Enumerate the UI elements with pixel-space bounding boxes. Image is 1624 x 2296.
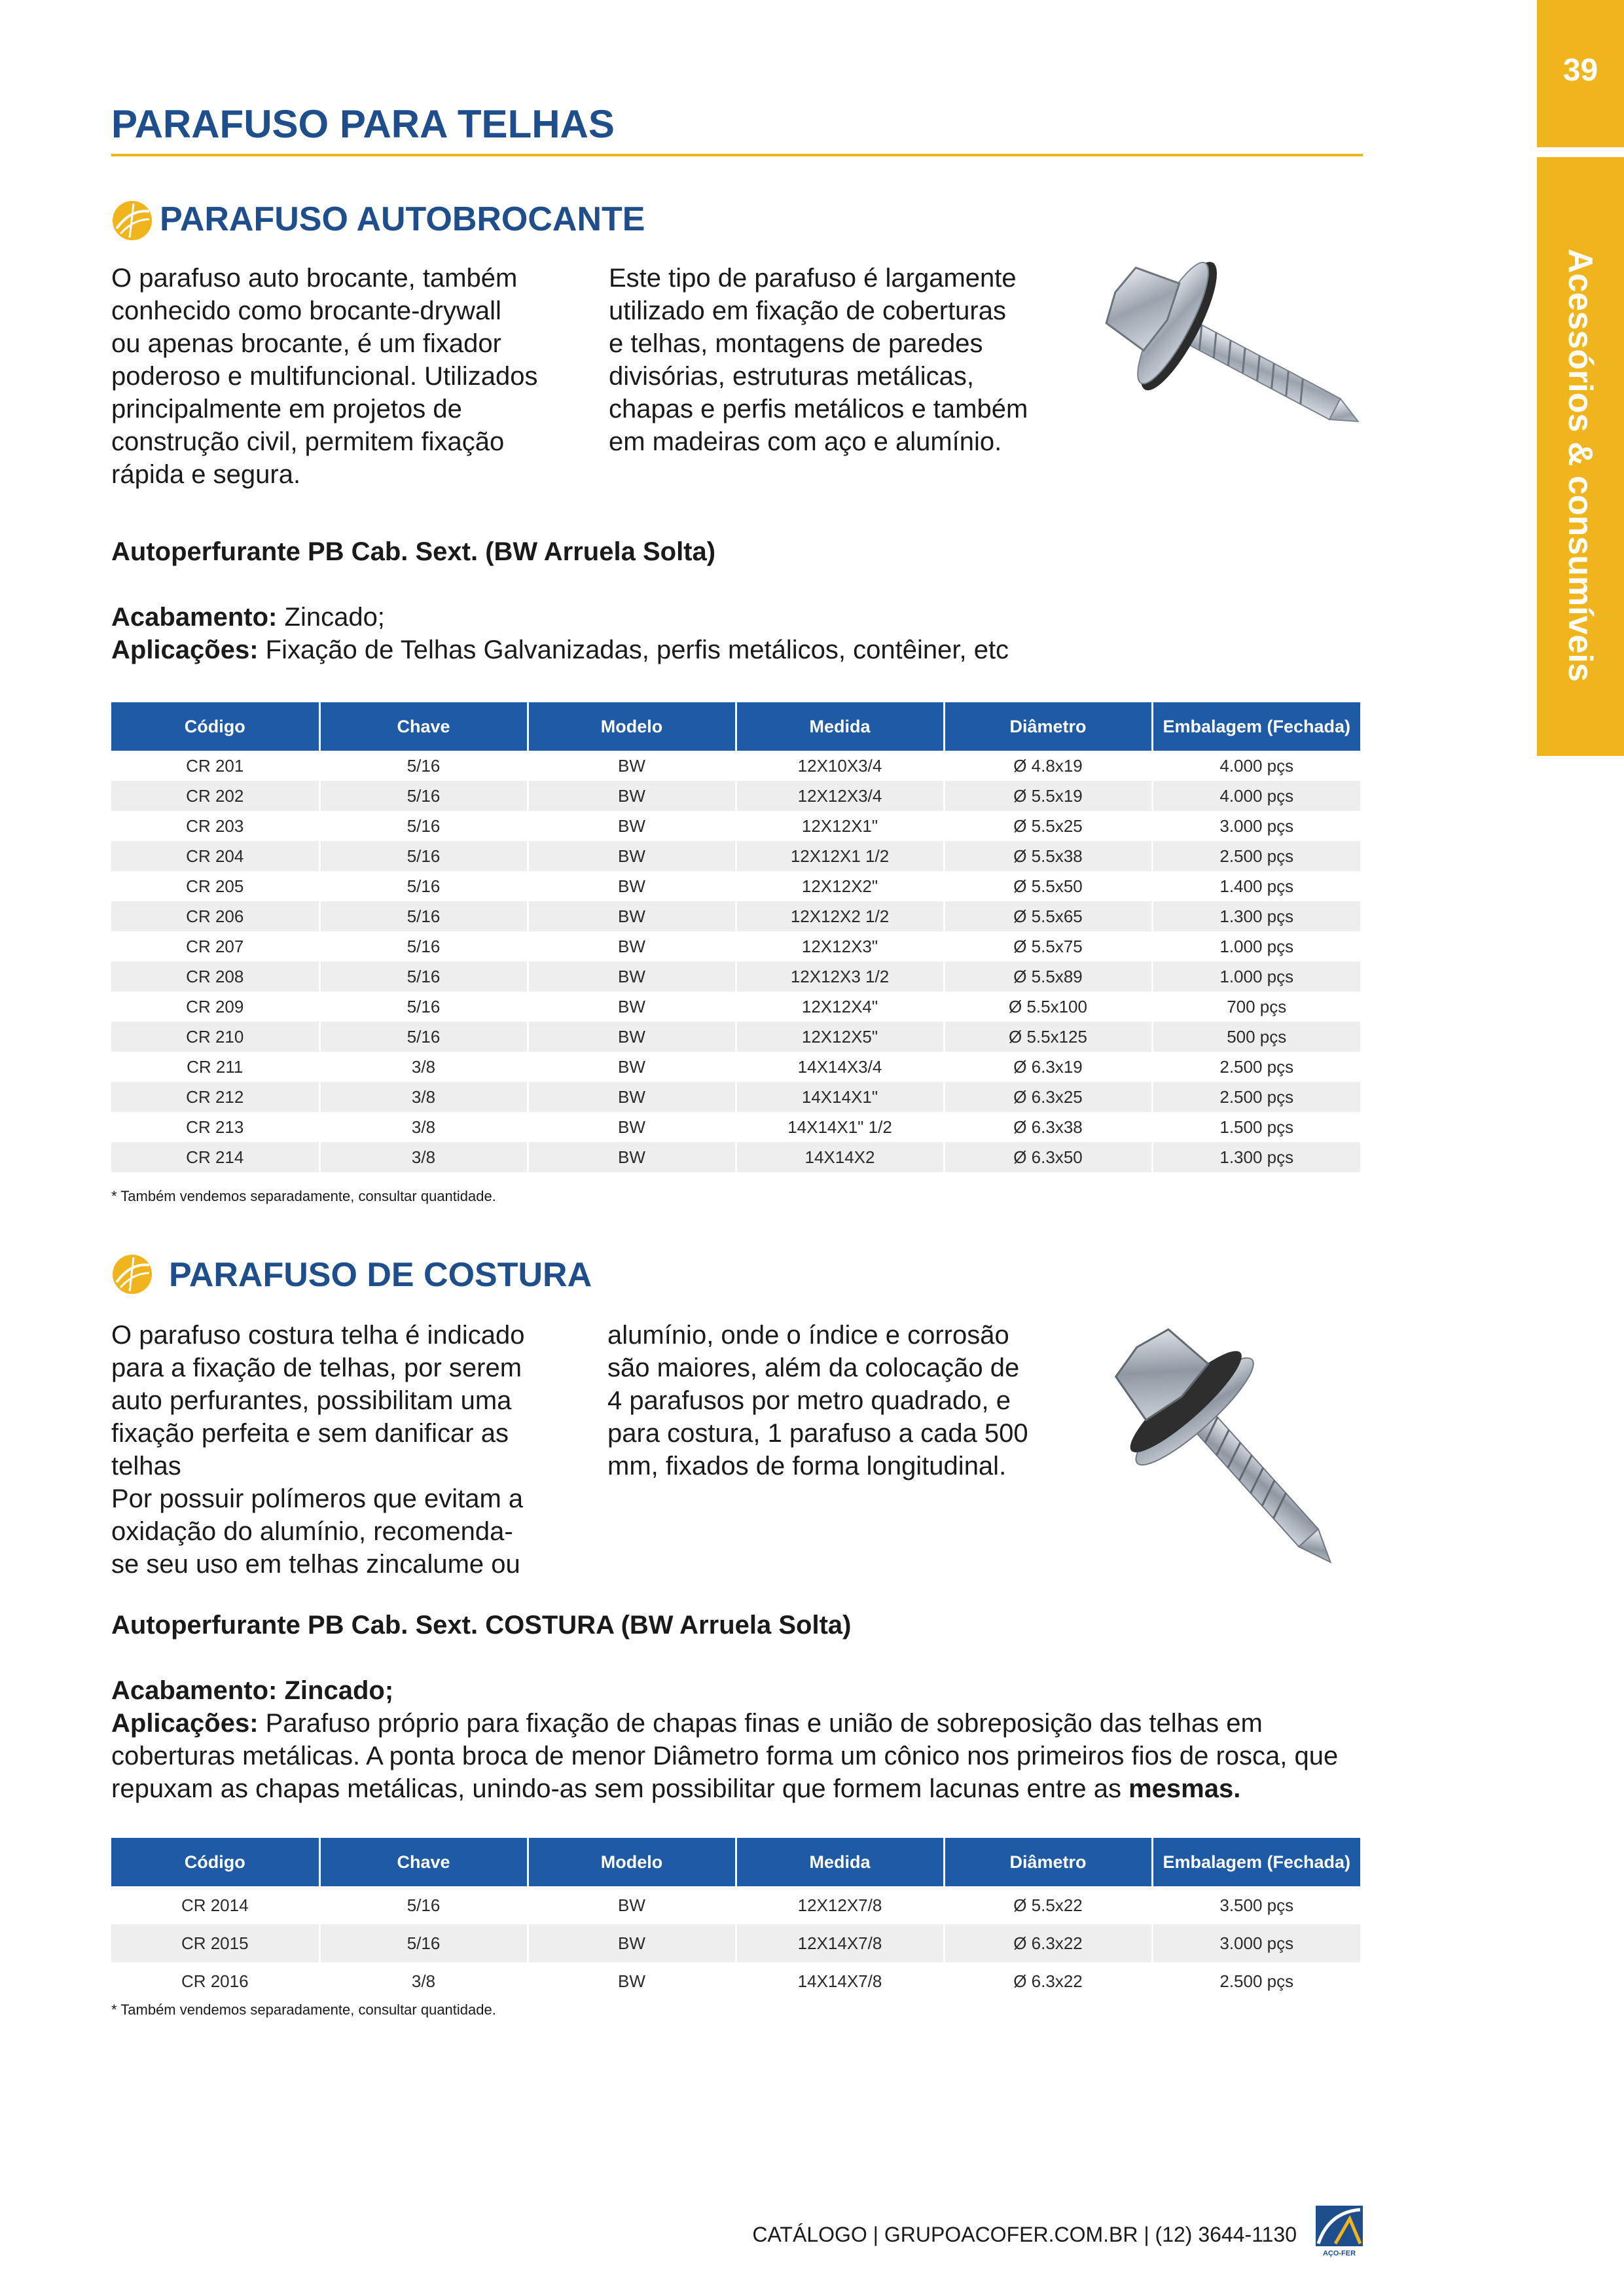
cell-key: 3/8 [319,1962,528,2000]
cell-model: BW [528,1924,736,1962]
cell-package: 500 pçs [1152,1022,1360,1052]
cell-model: BW [528,1886,736,1924]
table-row [111,1886,1360,1924]
table-row [111,751,1360,781]
table-row [111,781,1360,811]
cell-key: 5/16 [319,931,528,961]
table-body [111,1886,1360,2000]
table-row [111,901,1360,931]
table-row [111,1924,1360,1962]
cell-code: CR 208 [111,961,319,992]
cell-diameter: Ø 6.3x38 [944,1112,1152,1142]
applications-tail: mesmas. [1128,1774,1241,1803]
page-title: PARAFUSO PARA TELHAS [111,102,615,146]
cell-code: CR 2015 [111,1924,319,1962]
autobrocante-description-col2 [609,262,1080,458]
cell-model: BW [528,811,736,841]
paragraph: alumínio, onde o índice e corrosão são maiores, além da colocação de 4 parafusos por metro quadrado, e para costura, 1 parafuso a cada 500 mm, fixados de forma longitudinal. [607,1321,1028,1480]
cell-package: 700 pçs [1227,996,1287,1016]
cell-code: CR 210 [111,1022,319,1052]
table-row [111,1022,1360,1052]
col-header-key: Chave [319,1838,528,1886]
cell-size: 12X14X7/8 [736,1924,944,1962]
cell-diameter: Ø 5.5x19 [944,781,1152,811]
cell-size: 12X12X7/8 [736,1886,944,1924]
col-header-code: Código [111,702,319,751]
cell-code: CR 205 [111,871,319,901]
cell-size: 14X14X2 [736,1142,944,1172]
cell-code: CR 207 [111,931,319,961]
cell-package: 4.000 pçs [1219,755,1294,776]
col-header-model: Modelo [528,702,736,751]
finish-line: Acabamento: Zincado; [111,1676,394,1705]
cell-package: 3.000 pçs [1152,1924,1360,1962]
cell-package: 1.300 pçs [1152,1142,1360,1172]
self-drilling-screw-image [1074,242,1375,458]
applications-value: Parafuso próprio para fixação de chapas finas e união de sobreposição das telhas em coberturas metálicas. A ponta broca de menor Diâmetro forma um cônico nos primeiros fios de rosca, que repuxam as chapas metálicas, unindo-as sem possibilitar que formem lacunas entre as [111,1709,1339,1803]
product-name: Autoperfurante PB Cab. Sext. COSTURA (BW Arruela Solta) [111,1611,852,1640]
cell-size: 12X12X1" [736,811,944,841]
page-number: 39 [1562,53,1598,88]
cell-model: BW [528,1052,736,1082]
section-side-tab [1537,157,1624,756]
col-header-model: Modelo [528,1838,736,1886]
col-header-size: Medida [736,1838,944,1886]
table-row [111,1142,1360,1172]
cell-package: 1.000 pçs [1219,936,1294,956]
footer-contact: CATÁLOGO | GRUPOACOFER.COM.BR | (12) 3644-1130 [752,2223,1297,2246]
paragraph: O parafuso costura telha é indicado para a fixação de telhas, por serem auto perfurantes, possibilitam uma fixação perfeita e sem danificar as telhas Por possuir polímeros que evitam a oxidação do alumínio, recomenda- se seu uso em telhas zincalume ou [111,1321,525,1579]
section-heading-autobrocante: PARAFUSO AUTOBROCANTE [160,200,645,238]
cell-model: BW [528,1142,736,1172]
table-header-row [111,1838,1360,1886]
cell-model: BW [528,751,736,781]
cell-package: 1.500 pçs [1219,1117,1294,1137]
autobrocante-spec-table [111,702,1360,1172]
cell-key: 5/16 [319,811,528,841]
cell-diameter: Ø 6.3x22 [944,1962,1152,2000]
cell-key: 3/8 [319,1052,528,1082]
cell-code: CR 209 [111,992,319,1022]
cell-diameter: Ø 6.3x22 [944,1924,1152,1962]
cell-diameter: Ø 6.3x19 [944,1052,1152,1082]
cell-diameter: Ø 4.8x19 [944,751,1152,781]
autobrocante-description-col1 [111,262,583,491]
cell-model: BW [528,901,736,931]
cell-key: 5/16 [319,901,528,931]
company-logo [1316,2206,1363,2258]
cell-size: 14X14X7/8 [736,1962,944,2000]
cell-size: 12X12X3/4 [736,781,944,811]
cell-code: CR 214 [111,1142,319,1172]
cell-model: BW [528,1082,736,1112]
table-row [111,931,1360,961]
cell-code: CR 202 [111,781,319,811]
applications-value: Fixação de Telhas Galvanizadas, perfis metálicos, contêiner, etc [258,636,1009,664]
cell-key: 5/16 [319,961,528,992]
cell-size: 14X14X3/4 [736,1052,944,1082]
col-header-diameter: Diâmetro [944,1838,1152,1886]
cell-model: BW [528,841,736,871]
table-row [111,1052,1360,1082]
cell-package: 1.400 pçs [1219,876,1294,896]
cell-diameter: Ø 5.5x38 [944,841,1152,871]
cell-key: 3/8 [319,1082,528,1112]
side-tab-label: Acessórios & consumíveis [1561,249,1599,682]
cell-key: 5/16 [319,1924,528,1962]
table-row [111,1112,1360,1142]
cell-code: CR 2016 [111,1962,319,2000]
cell-model: BW [528,961,736,992]
cell-size: 14X14X1" [736,1082,944,1112]
table-row [111,1962,1360,2000]
cell-package: 4.000 pçs [1152,781,1360,811]
cell-model: BW [528,1022,736,1052]
table-row [111,811,1360,841]
col-header-code: Código [111,1838,319,1886]
cell-package: 2.500 pçs [1152,841,1360,871]
table-row [111,1082,1360,1112]
table-row [111,841,1360,871]
cell-code: CR 204 [111,841,319,871]
yellow-globe-icon [111,200,153,242]
costura-description-col1 [111,1319,583,1581]
cell-code: CR 212 [111,1082,319,1112]
cell-code: CR 2014 [111,1886,319,1924]
cell-package: 1.000 pçs [1152,961,1360,992]
costura-spec-table [111,1838,1360,2000]
cell-package: 3.500 pçs [1219,1895,1294,1915]
logo-text: AÇO-FER [1322,2250,1356,2257]
col-header-size: Medida [736,702,944,751]
cell-size: 12X12X3" [736,931,944,961]
cell-size: 12X10X3/4 [736,751,944,781]
cell-key: 5/16 [319,1886,528,1924]
cell-key: 5/16 [319,841,528,871]
cell-key: 5/16 [319,992,528,1022]
costura-footnote: * Também vendemos separadamente, consultar quantidade. [111,2001,496,2018]
cell-size: 12X12X3 1/2 [736,961,944,992]
table-header-row [111,702,1360,751]
costura-specs [111,1674,1363,1805]
col-header-key: Chave [319,702,528,751]
cell-diameter: Ø 5.5x50 [944,871,1152,901]
cell-size: 12X12X4" [736,992,944,1022]
cell-diameter: Ø 5.5x25 [944,811,1152,841]
cell-key: 5/16 [319,871,528,901]
cell-key: 3/8 [319,1112,528,1142]
finish-line [111,601,1009,634]
section-heading-costura: PARAFUSO DE COSTURA [169,1256,592,1294]
costura-product-name [111,1609,851,1641]
cell-diameter: Ø 5.5x125 [944,1022,1152,1052]
cell-diameter: Ø 6.3x50 [944,1142,1152,1172]
cell-key: 5/16 [319,751,528,781]
cell-diameter: Ø 5.5x65 [944,901,1152,931]
cell-key: 5/16 [319,781,528,811]
autobrocante-product-name [111,535,715,568]
cell-diameter: Ø 5.5x75 [944,931,1152,961]
applications-line [111,634,1009,666]
title-divider [111,154,1363,156]
table-row [111,992,1360,1022]
autobrocante-footnote: * Também vendemos separadamente, consultar quantidade. [111,1188,496,1204]
cell-package: 3.000 pçs [1219,816,1294,836]
cell-package: 2.500 pçs [1219,1971,1294,1991]
cell-diameter: Ø 5.5x89 [944,961,1152,992]
autobrocante-specs [111,601,1009,666]
cell-model: BW [528,931,736,961]
finish-value: Zincado; [277,603,385,632]
cell-code: CR 206 [111,901,319,931]
cell-code: CR 203 [111,811,319,841]
col-header-package: Embalagem (Fechada) [1152,702,1360,751]
col-header-diameter: Diâmetro [944,702,1152,751]
cell-model: BW [528,1962,736,2000]
cell-size: 12X12X1 1/2 [736,841,944,871]
paragraph: O parafuso auto brocante, também conhecido como brocante-drywall ou apenas brocante, é um fixador poderoso e multifuncional. Utilizados principalmente em projetos de construção civil, permitem fixação rápida e segura. [111,264,538,489]
applications-line [111,1707,1363,1805]
col-header-package: Embalagem (Fechada) [1152,1838,1360,1886]
table-row [111,961,1360,992]
cell-size: 12X12X2 1/2 [736,901,944,931]
cell-model: BW [528,992,736,1022]
page-number-tab [1537,0,1624,151]
cell-size: 12X12X2" [736,871,944,901]
cell-size: 12X12X5" [736,1022,944,1052]
product-name: Autoperfurante PB Cab. Sext. (BW Arruela Solta) [111,537,716,566]
cell-code: CR 213 [111,1112,319,1142]
cell-package: 1.300 pçs [1152,901,1360,931]
cell-model: BW [528,871,736,901]
cell-code: CR 211 [111,1052,319,1082]
stitching-screw-image [1074,1316,1375,1604]
finish-label: Acabamento: [111,603,278,632]
cell-diameter: Ø 5.5x100 [944,992,1152,1022]
table-body [111,751,1360,1172]
paragraph: Este tipo de parafuso é largamente utilizado em fixação de coberturas e telhas, montagens de paredes divisórias, estruturas metálicas, chapas e perfis metálicos e também em madeiras com aço e alumínio. [609,264,1028,456]
applications-label: Aplicações: [111,636,259,664]
cell-diameter: Ø 6.3x25 [944,1082,1152,1112]
yellow-globe-icon [111,1253,153,1295]
cell-model: BW [528,1112,736,1142]
table-row [111,871,1360,901]
acofer-logo-icon [1316,2206,1363,2246]
cell-package: 2.500 pçs [1152,1082,1360,1112]
cell-code: CR 201 [111,751,319,781]
costura-description-col2 [607,1319,1079,1482]
cell-model: BW [528,781,736,811]
cell-key: 5/16 [319,1022,528,1052]
cell-size: 14X14X1" 1/2 [736,1112,944,1142]
cell-key: 3/8 [319,1142,528,1172]
cell-diameter: Ø 5.5x22 [944,1886,1152,1924]
cell-package: 2.500 pçs [1219,1056,1294,1077]
applications-label: Aplicações: [111,1709,259,1738]
